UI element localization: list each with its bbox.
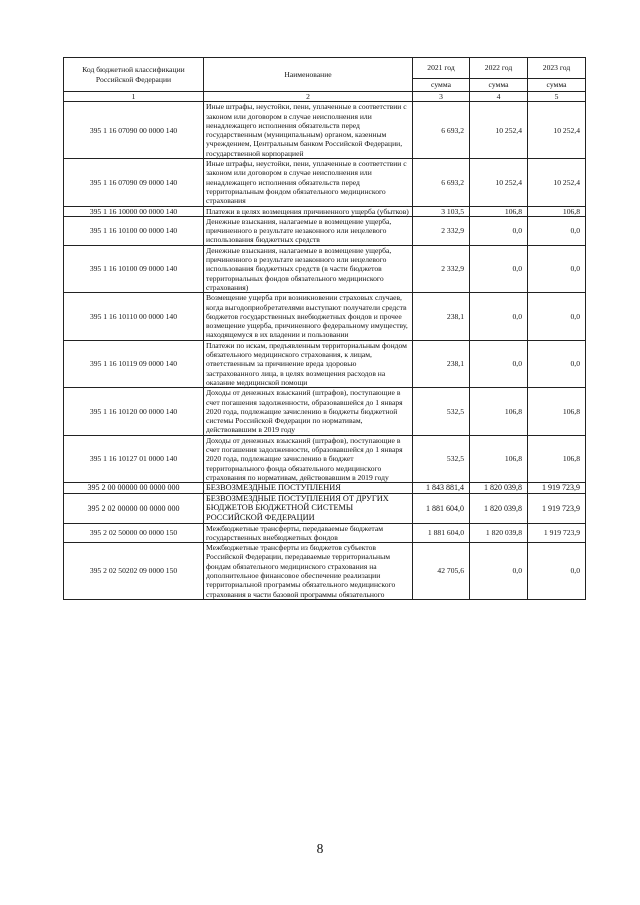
value-2022-cell: 0,0 [470, 216, 528, 245]
budget-code-cell: 395 1 16 10127 01 0000 140 [64, 435, 204, 482]
table-row [64, 102, 586, 159]
item-name-cell: Платежи в целях возмещения причиненного ущерба (убытков) [204, 206, 413, 216]
value-2022-cell: 1 820 039,8 [470, 483, 528, 494]
value-2023-cell: 0,0 [528, 245, 586, 292]
table-row [64, 159, 586, 206]
value-2022-cell: 0,0 [470, 245, 528, 292]
item-name-cell: Возмещение ущерба при возникновении страховых случаев, когда выгодоприобретателями выступают получатели средств бюджетов государственных внебюджетных фондов и прочее возмещение ущерба, причиненного федеральному имуществу, находящемуся в их владении и пользовании [204, 293, 413, 340]
header-year-2022: 2022 год [470, 58, 528, 79]
value-2023-cell: 0,0 [528, 543, 586, 600]
budget-code-cell: 395 1 16 10100 00 0000 140 [64, 216, 204, 245]
value-2022-cell: 10 252,4 [470, 102, 528, 159]
value-2021-cell: 1 881 604,0 [413, 523, 470, 543]
value-2021-cell: 238,1 [413, 293, 470, 340]
value-2021-cell: 42 705,6 [413, 543, 470, 600]
col-number-1: 1 [64, 92, 204, 102]
value-2023-cell: 0,0 [528, 340, 586, 387]
budget-code-cell: 395 1 16 10100 09 0000 140 [64, 245, 204, 292]
value-2022-cell: 1 820 039,8 [470, 523, 528, 543]
col-number-4: 4 [470, 92, 528, 102]
col-number-5: 5 [528, 92, 586, 102]
value-2022-cell: 0,0 [470, 543, 528, 600]
table-row [64, 388, 586, 435]
budget-code-cell: 395 1 16 10119 09 0000 140 [64, 340, 204, 387]
value-2023-cell: 0,0 [528, 293, 586, 340]
budget-code-cell: 395 1 16 10000 00 0000 140 [64, 206, 204, 216]
value-2021-cell: 238,1 [413, 340, 470, 387]
item-name-cell: Межбюджетные трансферты из бюджетов субъектов Российской Федерации, передаваемые территориальным фондам обязательного медицинского страхования на дополнительное финансовое обеспечение реализации территориальной программы обязательного медицинского страхования в части базовой программы обязательного [204, 543, 413, 600]
value-2022-cell: 0,0 [470, 293, 528, 340]
header-sum-2021: сумма [413, 79, 470, 92]
table-row [64, 483, 586, 494]
col-number-2: 2 [204, 92, 413, 102]
item-name-cell: Денежные взыскания, налагаемые в возмещение ущерба, причиненного в результате незаконного или нецелевого использования бюджетных средств (в части бюджетов территориальных фондов обязательного медицинского страхования) [204, 245, 413, 292]
header-sum-2022: сумма [470, 79, 528, 92]
table-row [64, 435, 586, 482]
value-2021-cell: 6 693,2 [413, 159, 470, 206]
value-2022-cell: 1 820 039,8 [470, 493, 528, 523]
header-name: Наименование [204, 58, 413, 92]
value-2021-cell: 532,5 [413, 388, 470, 435]
budget-code-cell: 395 2 02 50000 00 0000 150 [64, 523, 204, 543]
budget-code-cell: 395 1 16 10110 00 0000 140 [64, 293, 204, 340]
header-code: Код бюджетной классификации Российской Федерации [64, 58, 204, 92]
table-header [64, 58, 586, 102]
table-row [64, 206, 586, 216]
value-2022-cell: 10 252,4 [470, 159, 528, 206]
item-name-cell: Доходы от денежных взысканий (штрафов), поступающие в счет погашения задолженности, образовавшейся до 1 января 2020 года, подлежащие зачислению в бюджеты бюджетной системы Российской Федерации по нормативам, действовавшим в 2019 году [204, 388, 413, 435]
value-2023-cell: 1 919 723,9 [528, 483, 586, 494]
col-number-3: 3 [413, 92, 470, 102]
table-row [64, 293, 586, 340]
page-number: 8 [316, 841, 324, 856]
item-name-cell: БЕЗВОЗМЕЗДНЫЕ ПОСТУПЛЕНИЯ ОТ ДРУГИХ БЮДЖЕТОВ БЮДЖЕТНОЙ СИСТЕМЫ РОССИЙСКОЙ ФЕДЕРАЦИИ [204, 493, 413, 523]
value-2023-cell: 106,8 [528, 388, 586, 435]
value-2022-cell: 106,8 [470, 206, 528, 216]
value-2021-cell: 1 881 604,0 [413, 493, 470, 523]
table-row [64, 340, 586, 387]
value-2021-cell: 2 332,9 [413, 245, 470, 292]
budget-code-cell: 395 2 00 00000 00 0000 000 [64, 483, 204, 494]
value-2023-cell: 1 919 723,9 [528, 523, 586, 543]
item-name-cell: Денежные взыскания, налагаемые в возмещение ущерба, причиненного в результате незаконного или нецелевого использования бюджетных средств [204, 216, 413, 245]
item-name-cell: Иные штрафы, неустойки, пени, уплаченные в соответствии с законом или договором в случае неисполнения или ненадлежащего исполнения обязательств перед государственным (муниципальным) органом, казенным учреждением, Центральным банком Российской Федерации, государственной корпорацией [204, 102, 413, 159]
value-2022-cell: 106,8 [470, 435, 528, 482]
table-row [64, 543, 586, 600]
value-2023-cell: 10 252,4 [528, 159, 586, 206]
value-2023-cell: 0,0 [528, 216, 586, 245]
table-row [64, 523, 586, 543]
budget-table [63, 57, 586, 600]
item-name-cell: Межбюджетные трансферты, передаваемые бюджетам государственных внебюджетных фондов [204, 523, 413, 543]
item-name-cell: Иные штрафы, неустойки, пени, уплаченные в соответствии с законом или договором в случае неисполнения или ненадлежащего исполнения обязательств перед территориальным фондом обязательного медицинского страхования [204, 159, 413, 206]
budget-code-cell: 395 2 02 00000 00 0000 000 [64, 493, 204, 523]
value-2021-cell: 1 843 881,4 [413, 483, 470, 494]
value-2021-cell: 2 332,9 [413, 216, 470, 245]
budget-code-cell: 395 2 02 50202 09 0000 150 [64, 543, 204, 600]
item-name-cell: Платежи по искам, предъявленным территориальным фондом обязательного медицинского страхования, к лицам, ответственным за причинение вреда здоровью застрахованного лица, в целях возмещения расходов на оказание медицинской помощи [204, 340, 413, 387]
header-year-2023: 2023 год [528, 58, 586, 79]
value-2023-cell: 1 919 723,9 [528, 493, 586, 523]
value-2023-cell: 106,8 [528, 435, 586, 482]
value-2022-cell: 106,8 [470, 388, 528, 435]
table-row [64, 245, 586, 292]
value-2023-cell: 106,8 [528, 206, 586, 216]
budget-code-cell: 395 1 16 07090 09 0000 140 [64, 159, 204, 206]
value-2021-cell: 532,5 [413, 435, 470, 482]
value-2022-cell: 0,0 [470, 340, 528, 387]
value-2021-cell: 3 103,5 [413, 206, 470, 216]
table-body [64, 102, 586, 600]
budget-code-cell: 395 1 16 10120 00 0000 140 [64, 388, 204, 435]
table-row [64, 216, 586, 245]
header-sum-2023: сумма [528, 79, 586, 92]
table-row [64, 493, 586, 523]
value-2021-cell: 6 693,2 [413, 102, 470, 159]
budget-code-cell: 395 1 16 07090 00 0000 140 [64, 102, 204, 159]
item-name-cell: БЕЗВОЗМЕЗДНЫЕ ПОСТУПЛЕНИЯ [204, 483, 413, 494]
item-name-cell: Доходы от денежных взысканий (штрафов), поступающие в счет погашения задолженности, образовавшейся до 1 января 2020 года, подлежащие зачислению в бюджет территориального фонда обязательного медицинского страхования по нормативам, действовавшим в 2019 году [204, 435, 413, 482]
header-year-2021: 2021 год [413, 58, 470, 79]
value-2023-cell: 10 252,4 [528, 102, 586, 159]
